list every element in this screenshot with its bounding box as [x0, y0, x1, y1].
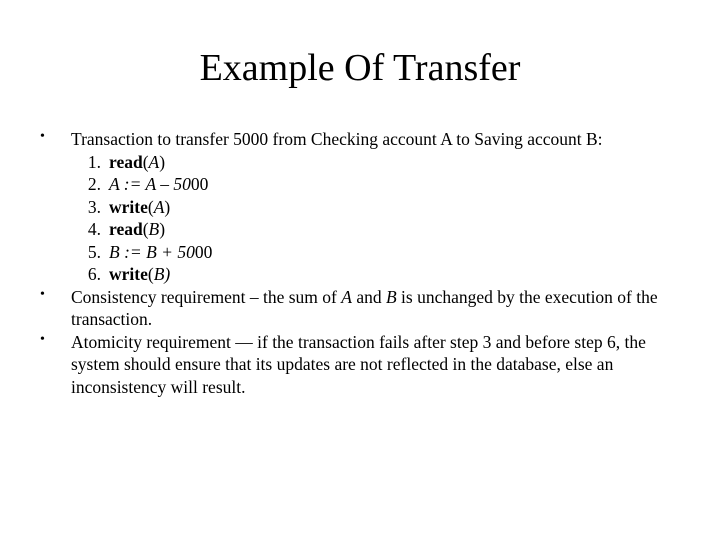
- step-keyword: read: [109, 219, 143, 239]
- step-item: [40, 151, 690, 174]
- bullet-icon: •: [40, 331, 45, 347]
- text-segment: and: [351, 286, 386, 307]
- step-variable: B: [148, 219, 160, 239]
- step-item: [40, 173, 690, 196]
- step-expression: B := B + 50: [109, 241, 195, 262]
- step-paren: ): [159, 151, 166, 172]
- step-number: 6.: [87, 264, 101, 284]
- bullet-consistency: [40, 286, 690, 331]
- step-expression: A := A – 50: [109, 174, 191, 194]
- step-number: 2.: [87, 174, 101, 194]
- step-item: [40, 218, 690, 241]
- step-paren: (: [142, 219, 149, 239]
- step-expression-tail: 00: [194, 241, 213, 262]
- bullet-icon: •: [40, 286, 45, 302]
- step-keyword: write: [109, 264, 148, 284]
- step-number: 4.: [87, 219, 101, 239]
- step-paren: (: [147, 264, 154, 284]
- bullet-transaction: [40, 128, 690, 151]
- step-item: [40, 196, 690, 219]
- step-variable: A: [153, 196, 165, 217]
- bullet-atomicity: [40, 331, 690, 399]
- bullet-text: Atomicity requirement — if the transaction fails after step 3 and before step 6, the system should ensure that its updates are not reflected in the database, else an inconsistency will result.: [71, 331, 646, 397]
- slide-body: [40, 128, 690, 398]
- step-item: [40, 263, 690, 286]
- variable-b: B: [385, 286, 397, 307]
- text-segment: Consistency requirement – the sum of: [71, 286, 342, 307]
- step-list: [40, 151, 690, 286]
- step-paren: (: [142, 151, 149, 172]
- variable-a: A: [341, 286, 352, 307]
- step-paren: ): [159, 219, 166, 239]
- text-segment: is unchanged by the execution of the transaction.: [71, 286, 658, 329]
- step-item: [40, 241, 690, 264]
- bullet-text: [71, 286, 690, 331]
- step-keyword: write: [109, 196, 148, 217]
- bullet-icon: •: [40, 129, 45, 144]
- step-keyword: read: [109, 151, 143, 172]
- step-variable: A: [148, 151, 160, 172]
- step-variable: B): [153, 264, 171, 284]
- step-number: 1.: [87, 151, 101, 172]
- bullet-text: Transaction to transfer 5000 from Checking account A to Saving account B:: [71, 129, 603, 149]
- step-paren: (: [147, 196, 154, 217]
- step-number: 3.: [87, 196, 101, 217]
- step-number: 5.: [87, 241, 101, 262]
- step-expression-tail: 00: [190, 174, 209, 194]
- step-paren: ): [164, 196, 171, 217]
- slide-title: Example Of Transfer: [199, 47, 521, 89]
